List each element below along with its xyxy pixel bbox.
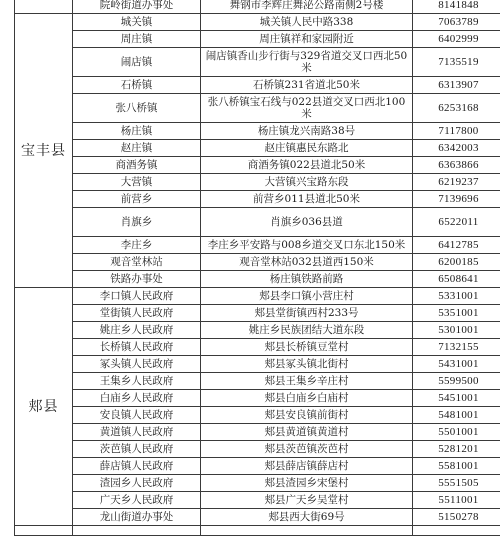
office-name-cell: 李庄乡 — [73, 237, 201, 254]
office-name-cell: 黄道镇人民政府 — [73, 424, 201, 441]
empty-cell — [15, 526, 73, 536]
table-row — [15, 77, 500, 94]
address-cell: 郏县白庙乡白庙村 — [201, 390, 413, 407]
phone-cell: 5481001 — [413, 407, 500, 424]
office-name-cell: 茨芭镇人民政府 — [73, 441, 201, 458]
phone-cell: 6313907 — [413, 77, 500, 94]
table-row — [15, 254, 500, 271]
phone-cell: 5431001 — [413, 356, 500, 373]
office-name-cell: 冢头镇人民政府 — [73, 356, 201, 373]
table-row — [15, 339, 500, 356]
table-row — [15, 390, 500, 407]
table-row — [15, 288, 500, 305]
table-row — [15, 123, 500, 140]
office-name-cell: 广天乡人民政府 — [73, 492, 201, 509]
address-cell: 前营乡011县道北50米 — [201, 191, 413, 208]
address-cell: 姚庄乡民族团结大道东段 — [201, 322, 413, 339]
county-cell: 郏县 — [15, 288, 73, 526]
office-name-cell: 杨庄镇 — [73, 123, 201, 140]
address-cell: 大营镇兴宝路东段 — [201, 174, 413, 191]
phone-cell: 6200185 — [413, 254, 500, 271]
phone-cell: 5551505 — [413, 475, 500, 492]
phone-cell: 5351001 — [413, 305, 500, 322]
office-name-cell: 龙山街道办事处 — [73, 509, 201, 526]
phone-cell: 7117800 — [413, 123, 500, 140]
table-row — [15, 174, 500, 191]
table-row — [15, 441, 500, 458]
office-name-cell: 商酒务镇 — [73, 157, 201, 174]
office-name-cell: 长桥镇人民政府 — [73, 339, 201, 356]
address-cell: 闹店镇香山步行街与329省道交叉口西北50米 — [201, 48, 413, 77]
phone-cell: 5281201 — [413, 441, 500, 458]
office-name-cell: 堂街镇人民政府 — [73, 305, 201, 322]
office-name-cell: 周庄镇 — [73, 31, 201, 48]
phone-cell: 7063789 — [413, 14, 500, 31]
table-row — [15, 31, 500, 48]
office-name-cell: 院岭街道办事处 — [73, 0, 201, 14]
office-name-cell: 前营乡 — [73, 191, 201, 208]
address-cell: 郏县广天乡吴堂村 — [201, 492, 413, 509]
address-cell: 郏县薛店镇薛店村 — [201, 458, 413, 475]
table-row — [15, 14, 500, 31]
phone-cell: 5599500 — [413, 373, 500, 390]
table-row — [15, 322, 500, 339]
office-name-cell: 赵庄镇 — [73, 140, 201, 157]
phone-cell: 6219237 — [413, 174, 500, 191]
empty-cell — [201, 526, 413, 536]
address-cell: 李庄乡平安路与008乡道交叉口东北150米 — [201, 237, 413, 254]
table-row — [15, 94, 500, 123]
address-cell: 肖旗乡036县道 — [201, 208, 413, 237]
office-name-cell: 安良镇人民政府 — [73, 407, 201, 424]
address-cell: 郏县黄道镇黄道村 — [201, 424, 413, 441]
address-cell: 舞钢市李辉庄舞泌公路南侧2号楼 — [201, 0, 413, 14]
address-cell: 郏县安良镇前街村 — [201, 407, 413, 424]
table-row — [15, 208, 500, 237]
empty-cell — [73, 526, 201, 536]
office-name-cell: 铁路办事处 — [73, 271, 201, 288]
phone-cell: 5331001 — [413, 288, 500, 305]
address-cell: 郏县渣园乡宋堡村 — [201, 475, 413, 492]
phone-cell: 6412785 — [413, 237, 500, 254]
phone-cell: 5301001 — [413, 322, 500, 339]
address-cell: 城关镇人民中路338 — [201, 14, 413, 31]
county-cell: 宝丰县 — [15, 14, 73, 288]
phone-cell: 6508641 — [413, 271, 500, 288]
phone-cell: 7135519 — [413, 48, 500, 77]
table-row — [15, 191, 500, 208]
address-cell: 郏县西大街69号 — [201, 509, 413, 526]
table-row — [15, 237, 500, 254]
empty-cell — [413, 526, 500, 536]
address-cell: 观音堂林站032县道西150米 — [201, 254, 413, 271]
office-name-cell: 李口镇人民政府 — [73, 288, 201, 305]
phone-cell: 6522011 — [413, 208, 500, 237]
phone-cell: 6342003 — [413, 140, 500, 157]
phone-cell: 5511001 — [413, 492, 500, 509]
address-cell: 周庄镇祥和家园附近 — [201, 31, 413, 48]
table-row — [15, 424, 500, 441]
address-cell: 石桥镇231省道北50米 — [201, 77, 413, 94]
office-name-cell: 大营镇 — [73, 174, 201, 191]
office-name-cell: 闹店镇 — [73, 48, 201, 77]
phone-cell: 6402999 — [413, 31, 500, 48]
table-row — [15, 509, 500, 526]
phone-cell: 6253168 — [413, 94, 500, 123]
table-row — [15, 458, 500, 475]
table-row — [15, 157, 500, 174]
table-row — [15, 140, 500, 157]
address-cell: 商酒务镇022县道北50米 — [201, 157, 413, 174]
table-row — [15, 475, 500, 492]
address-cell: 郏县王集乡辛庄村 — [201, 373, 413, 390]
address-cell: 张八桥镇宝石线与022县道交叉口西北100米 — [201, 94, 413, 123]
office-name-cell: 观音堂林站 — [73, 254, 201, 271]
table-row — [15, 0, 500, 14]
address-cell: 郏县堂街镇西村233号 — [201, 305, 413, 322]
phone-cell: 5150278 — [413, 509, 500, 526]
address-cell: 郏县长桥镇豆堂村 — [201, 339, 413, 356]
office-name-cell: 石桥镇 — [73, 77, 201, 94]
contact-directory-table — [14, 0, 500, 536]
county-cell — [15, 0, 73, 14]
address-cell: 郏县李口镇小营庄村 — [201, 288, 413, 305]
phone-cell: 5451001 — [413, 390, 500, 407]
table-row-cut-off — [15, 526, 500, 536]
phone-cell: 5501001 — [413, 424, 500, 441]
table-row — [15, 271, 500, 288]
address-cell: 杨庄镇铁路前路 — [201, 271, 413, 288]
office-name-cell: 张八桥镇 — [73, 94, 201, 123]
table-row — [15, 305, 500, 322]
table-row — [15, 373, 500, 390]
office-name-cell: 城关镇 — [73, 14, 201, 31]
office-name-cell: 薛店镇人民政府 — [73, 458, 201, 475]
phone-cell: 5581001 — [413, 458, 500, 475]
table-row — [15, 407, 500, 424]
phone-cell: 7132155 — [413, 339, 500, 356]
table-row — [15, 48, 500, 77]
address-cell: 郏县冢头镇北街村 — [201, 356, 413, 373]
phone-cell: 8141848 — [413, 0, 500, 14]
address-cell: 郏县茨芭镇茨芭村 — [201, 441, 413, 458]
office-name-cell: 白庙乡人民政府 — [73, 390, 201, 407]
table-row — [15, 492, 500, 509]
address-cell: 赵庄镇惠民东路北 — [201, 140, 413, 157]
office-name-cell: 王集乡人民政府 — [73, 373, 201, 390]
office-name-cell: 姚庄乡人民政府 — [73, 322, 201, 339]
phone-cell: 7139696 — [413, 191, 500, 208]
address-cell: 杨庄镇龙兴南路38号 — [201, 123, 413, 140]
table-row — [15, 356, 500, 373]
office-name-cell: 渣园乡人民政府 — [73, 475, 201, 492]
phone-cell: 6363866 — [413, 157, 500, 174]
office-name-cell: 肖旗乡 — [73, 208, 201, 237]
